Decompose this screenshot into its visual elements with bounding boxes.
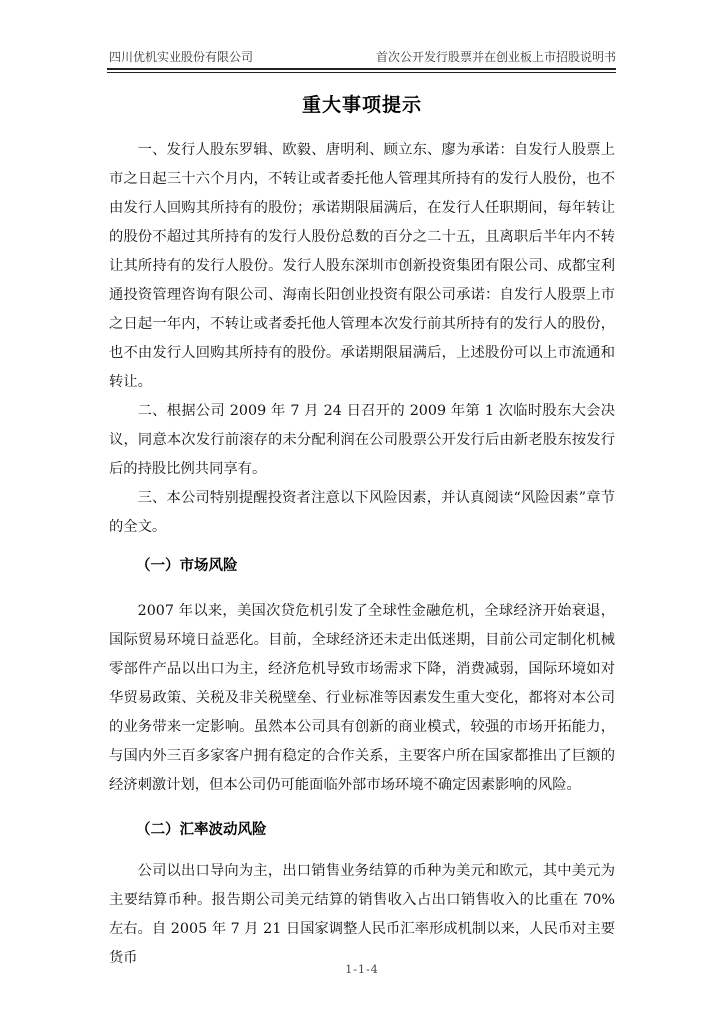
header-double-rule: [107, 72, 616, 73]
section-heading-market-risk: （一）市场风险: [136, 558, 238, 574]
header-document-title: 首次公开发行股票并在创业板上市招股说明书: [375, 50, 616, 64]
page-title: 重大事项提示: [301, 94, 422, 116]
paragraph-text: 2007 年以来，美国次贷危机引发了全球性金融危机，全球经济开始衰退，国际贸易环境日益恶化。目前，全球经济还未走出低迷期，目前公司定制化机械零部件产品以出口为主，经济危机导致市场需求下降，消费减弱，国际环境如对华贸易政策、关税及非关税壁垒、行业标准等因素发生重大变化，都将对本公司的业务带来一定影响。虽然本公司具有创新的商业模式，较强的市场开拓能力，与国内外三百多家客户拥有稳定的合作关系，主要客户所在国家都推出了巨额的经济刺激计划，但本公司仍可能面临外部市场环境不确定因素影响的风险。: [109, 603, 615, 793]
section-heading-fx-risk: （二）汇率波动风险: [136, 822, 267, 838]
header-company-name: 四川优机实业股份有限公司: [109, 50, 254, 64]
paragraph-market-risk: [109, 597, 615, 800]
paragraph-text: 公司以出口导向为主，出口销售业务结算的币种为美元和欧元，其中美元为主要结算币种。报告期公司美元结算的销售收入占出口销售收入的比重在 70%左右。自 2005 年 7 月 21 日国家调整人民币汇率形成机制以来，人民币对主要货币: [109, 863, 615, 966]
paragraph-lockup-commitment: [109, 136, 615, 397]
paragraph-risk-reminder: [109, 484, 615, 542]
paragraph-retained-earnings: [109, 397, 615, 484]
page-header: [107, 46, 616, 70]
paragraph-text: 二、根据公司 2009 年 7 月 24 日召开的 2009 年第 1 次临时股东大会决议，同意本次发行前滚存的未分配利润在公司股票公开发行后由新老股东按发行后的持股比例共同享有。: [109, 403, 615, 477]
page-number: 1-1-4: [345, 963, 379, 976]
paragraph-text: 一、发行人股东罗辑、欧毅、唐明利、顾立东、廖为承诺：自发行人股票上市之日起三十六个月内，不转让或者委托他人管理其所持有的发行人股份，也不由发行人回购其所持有的股份；承诺期限届满后，在发行人任职期间，每年转让的股份不超过其所持有的发行人股份总数的百分之二十五，且离职后半年内不转让其所持有的发行人股份。发行人股东深圳市创新投资集团有限公司、成都宝利通投资管理咨询有限公司、海南长阳创业投资有限公司承诺：自发行人股票上市之日起一年内，不转让或者委托他人管理本次发行前其所持有的发行人的股份，也不由发行人回购其所持有的股份。承诺期限届满后，上述股份可以上市流通和转让。: [109, 142, 615, 390]
paragraph-fx-risk: [109, 857, 615, 973]
paragraph-text: 三、本公司特别提醒投资者注意以下风险因素，并认真阅读“风险因素”章节的全文。: [109, 490, 615, 535]
